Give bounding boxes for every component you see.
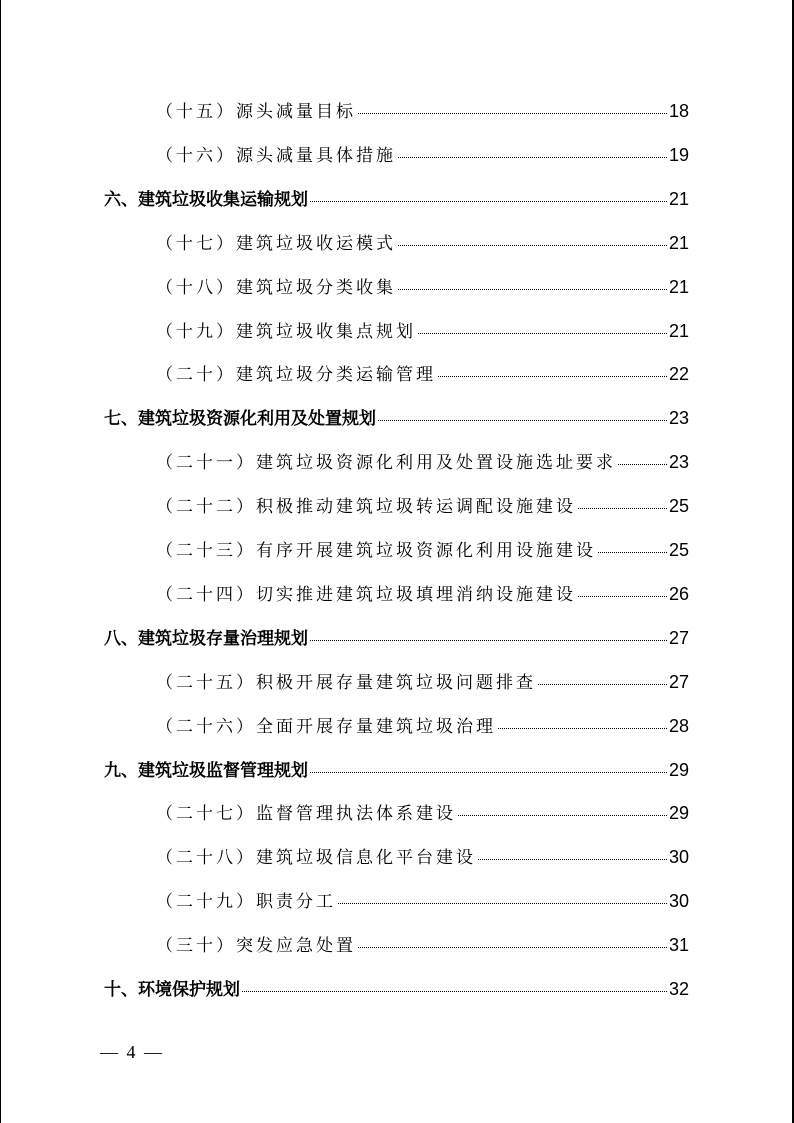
toc-dot-leader	[378, 420, 667, 421]
toc-entry-title: （二十二）积极推动建筑垃圾转运调配设施建设	[156, 497, 576, 518]
toc-chapter-entry[interactable]	[104, 404, 689, 429]
toc-entry-title: （三十）突发应急处置	[156, 936, 356, 957]
toc-dot-leader	[578, 508, 667, 509]
toc-section-entry[interactable]	[156, 536, 689, 561]
toc-dot-leader	[478, 859, 667, 860]
toc-entry-title: （二十四）切实推进建筑垃圾填埋消纳设施建设	[156, 584, 576, 605]
toc-entry-page-number: 23	[668, 452, 689, 473]
toc-entry-page-number: 28	[668, 715, 689, 736]
toc-entry-page-number: 27	[668, 627, 689, 648]
toc-entry-page-number: 21	[668, 232, 689, 253]
toc-entry-title: （二十五）积极开展存量建筑垃圾问题排查	[156, 672, 536, 693]
toc-entry-title: 十、环境保护规划	[104, 980, 240, 1000]
toc-entry-title: （二十六）全面开展存量建筑垃圾治理	[156, 716, 496, 737]
toc-section-entry[interactable]	[156, 229, 689, 254]
toc-dot-leader	[310, 201, 667, 202]
toc-entry-title: （二十八）建筑垃圾信息化平台建设	[156, 848, 476, 869]
toc-entry-page-number: 22	[668, 364, 689, 385]
toc-section-entry[interactable]	[156, 448, 689, 473]
toc-dot-leader	[578, 596, 667, 597]
toc-entry-page-number: 21	[668, 320, 689, 341]
toc-dot-leader	[398, 245, 667, 246]
toc-entry-page-number: 19	[668, 144, 689, 165]
toc-entry-page-number: 29	[668, 803, 689, 824]
toc-entry-page-number: 30	[668, 847, 689, 868]
toc-dot-leader	[618, 464, 667, 465]
page-border-left	[0, 0, 1, 1123]
toc-entry-title: （二十七）监督管理执法体系建设	[156, 804, 456, 825]
toc-entry-title: 九、建筑垃圾监督管理规划	[104, 760, 308, 781]
toc-entry-title: 八、建筑垃圾存量治理规划	[104, 628, 308, 649]
toc-entry-page-number: 29	[668, 759, 689, 780]
toc-dot-leader	[358, 947, 667, 948]
toc-entry-title: （十七）建筑垃圾收运模式	[156, 233, 396, 254]
toc-section-entry[interactable]	[156, 97, 689, 122]
toc-section-entry[interactable]	[156, 580, 689, 605]
toc-entry-page-number: 30	[668, 891, 689, 912]
toc-dot-leader	[338, 903, 667, 904]
toc-chapter-entry[interactable]	[104, 185, 689, 210]
toc-entry-page-number: 25	[668, 540, 689, 560]
toc-entry-title: （十九）建筑垃圾收集点规划	[156, 321, 416, 342]
toc-section-entry[interactable]	[156, 360, 689, 385]
toc-entry-title: （十六）源头减量具体措施	[156, 145, 396, 166]
toc-entry-page-number: 18	[668, 101, 689, 121]
toc-dot-leader	[398, 157, 667, 158]
toc-entry-title: （二十三）有序开展建筑垃圾资源化利用设施建设	[156, 541, 596, 561]
toc-entry-title: （十八）建筑垃圾分类收集	[156, 277, 396, 298]
toc-dot-leader	[438, 376, 667, 377]
toc-section-entry[interactable]	[156, 668, 689, 693]
toc-entry-page-number: 23	[668, 408, 689, 429]
toc-section-entry[interactable]	[156, 799, 689, 824]
toc-dot-leader	[458, 815, 667, 816]
toc-entry-title: （十五）源头减量目标	[156, 102, 356, 122]
toc-entry-title: 七、建筑垃圾资源化利用及处置规划	[104, 409, 376, 430]
toc-dot-leader	[310, 772, 667, 773]
toc-entry-page-number: 21	[668, 188, 689, 209]
toc-entry-page-number: 27	[668, 671, 689, 692]
toc-chapter-entry[interactable]	[104, 756, 689, 781]
toc-entry-title: 六、建筑垃圾收集运输规划	[104, 189, 308, 210]
toc-dot-leader	[398, 289, 667, 290]
toc-section-entry[interactable]	[156, 492, 689, 517]
toc-section-entry[interactable]	[156, 931, 689, 956]
toc-section-entry[interactable]	[156, 317, 689, 342]
toc-dot-leader	[498, 728, 667, 729]
toc-chapter-entry[interactable]	[104, 975, 689, 1000]
toc-entry-page-number: 26	[668, 583, 689, 604]
toc-entry-title: （二十一）建筑垃圾资源化利用及处置设施选址要求	[156, 453, 616, 474]
toc-entry-title: （二十）建筑垃圾分类运输管理	[156, 365, 436, 386]
toc-dot-leader	[310, 640, 667, 641]
toc-entry-page-number: 25	[668, 496, 689, 517]
toc-dot-leader	[418, 333, 667, 334]
toc-dot-leader	[242, 991, 667, 992]
toc-section-entry[interactable]	[156, 141, 689, 166]
toc-section-entry[interactable]	[156, 843, 689, 868]
toc-section-entry[interactable]	[156, 887, 689, 912]
toc-entry-page-number: 31	[668, 935, 689, 956]
page-number: — 4 —	[100, 1042, 164, 1062]
toc-entry-title: （二十九）职责分工	[156, 892, 336, 913]
toc-chapter-entry[interactable]	[104, 624, 689, 649]
toc-dot-leader	[538, 684, 667, 685]
toc-entry-page-number: 21	[668, 276, 689, 297]
toc-entry-page-number: 32	[668, 979, 689, 999]
toc-dot-leader	[598, 552, 667, 553]
toc-section-entry[interactable]	[156, 273, 689, 298]
toc-dot-leader	[358, 113, 667, 114]
toc-section-entry[interactable]	[156, 712, 689, 737]
